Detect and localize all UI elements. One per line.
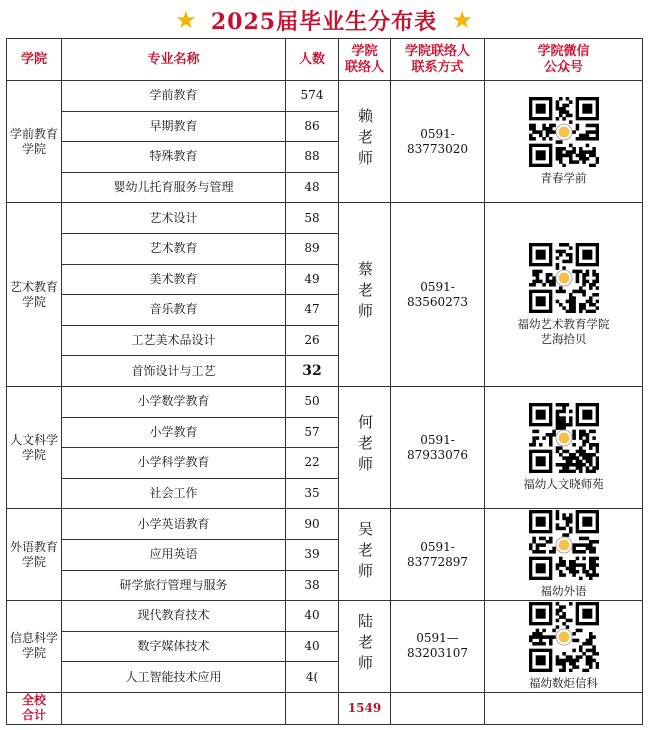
- contact-phone: 0591-83772897: [406, 539, 469, 569]
- major-count: 58: [286, 203, 339, 234]
- contact-person-cell: [339, 601, 391, 693]
- major-name: 研学旅行管理与服务: [62, 570, 286, 601]
- contact-phone: 0591-87933076: [406, 432, 469, 462]
- qr-code-icon[interactable]: [529, 510, 599, 580]
- contact-phone: 0591-83773020: [406, 126, 469, 156]
- header-contact-info: 学院联络人 联系方式: [391, 39, 485, 81]
- wechat-cell: [485, 509, 643, 601]
- header-college: 学院: [7, 39, 62, 81]
- contact-phone-cell: [391, 386, 485, 508]
- contact-phone-cell: [391, 81, 485, 203]
- star-icon: ★: [451, 6, 473, 34]
- contact-phone: 0591—83203107: [406, 631, 469, 661]
- college-name-suffix: 学院: [21, 447, 46, 462]
- major-count: 40: [286, 601, 339, 632]
- major-count: 88: [286, 142, 339, 173]
- major-name: 小学教育: [62, 417, 286, 448]
- college-name: 信息科学: [9, 631, 58, 646]
- total-empty-cell: [485, 692, 643, 724]
- star-icon: ★: [175, 6, 197, 34]
- total-label: 全校 合计: [7, 692, 62, 724]
- page-title: 2025届毕业生分布表: [210, 8, 438, 35]
- major-name: 小学数学教育: [62, 386, 286, 417]
- major-name: 特殊教育: [62, 142, 286, 173]
- contact-phone: 0591-83560273: [406, 279, 469, 309]
- contact-person-cell: [339, 81, 391, 203]
- college-name-suffix: 学院: [21, 294, 46, 309]
- major-count: 39: [286, 539, 339, 570]
- qr-code-icon[interactable]: [529, 243, 599, 313]
- contact-person-cell: [339, 203, 391, 387]
- college-name-suffix: 学院: [21, 646, 46, 661]
- contact-person: 赖老师: [356, 108, 374, 172]
- major-count: 57: [286, 417, 339, 448]
- wechat-cell: [485, 203, 643, 387]
- qr-code-icon[interactable]: [529, 97, 599, 167]
- college-name: 学前教育: [9, 126, 58, 141]
- college-name: 艺术教育: [9, 279, 58, 294]
- major-name: 音乐教育: [62, 295, 286, 326]
- qr-code-icon[interactable]: [529, 403, 599, 473]
- major-name: 社会工作: [62, 478, 286, 509]
- major-name: 美术教育: [62, 264, 286, 295]
- header-major: 专业名称: [62, 39, 286, 81]
- major-name: 学前教育: [62, 81, 286, 112]
- college-name: 外语教育: [9, 539, 58, 554]
- header-wechat: 学院微信 公众号: [485, 39, 643, 81]
- college-name-cell: [7, 386, 62, 508]
- contact-person-cell: [339, 509, 391, 601]
- college-name-cell: [7, 601, 62, 693]
- major-name: 应用英语: [62, 539, 286, 570]
- college-name-suffix: 学院: [21, 554, 46, 569]
- wechat-cell: [485, 81, 643, 203]
- table-row: [7, 81, 643, 112]
- college-name-cell: [7, 203, 62, 387]
- major-count: 90: [286, 509, 339, 540]
- college-name-cell: [7, 81, 62, 203]
- header-contact-person: 学院 联络人: [339, 39, 391, 81]
- major-name: 艺术教育: [62, 233, 286, 264]
- table-row: [7, 601, 643, 632]
- contact-person: 陆老师: [356, 612, 374, 676]
- major-name: 数字媒体技术: [62, 631, 286, 662]
- contact-phone-cell: [391, 509, 485, 601]
- table-row: [7, 509, 643, 540]
- major-count: 86: [286, 111, 339, 142]
- major-name: 人工智能技术应用: [62, 662, 286, 693]
- major-name: 工艺美术品设计: [62, 325, 286, 356]
- major-count: 4(: [286, 662, 339, 693]
- table-row: [7, 203, 643, 234]
- header-count: 人数: [286, 39, 339, 81]
- major-count: 32: [286, 356, 339, 387]
- title-bar: [6, 4, 642, 36]
- major-count: 47: [286, 295, 339, 326]
- major-count: 49: [286, 264, 339, 295]
- major-name: 小学英语教育: [62, 509, 286, 540]
- contact-person-cell: [339, 386, 391, 508]
- contact-person: 蔡老师: [356, 261, 374, 325]
- total-count: 1549: [339, 692, 391, 724]
- contact-phone-cell: [391, 203, 485, 387]
- major-name: 首饰设计与工艺: [62, 356, 286, 387]
- major-name: 早期教育: [62, 111, 286, 142]
- major-count: 35: [286, 478, 339, 509]
- wechat-cell: [485, 386, 643, 508]
- major-count: 26: [286, 325, 339, 356]
- wechat-account-name: 青春学前: [540, 171, 587, 186]
- header-row: [7, 39, 643, 81]
- total-empty-cell: [286, 692, 339, 724]
- major-count: 40: [286, 631, 339, 662]
- wechat-account-name: 福幼数炬信科: [529, 675, 598, 690]
- wechat-cell: [485, 601, 643, 693]
- major-name: 小学科学教育: [62, 448, 286, 479]
- major-count: 50: [286, 386, 339, 417]
- wechat-account-name: 福幼外语: [540, 584, 587, 599]
- total-row: [7, 692, 643, 724]
- table-row: [7, 386, 643, 417]
- major-count: 38: [286, 570, 339, 601]
- college-name-suffix: 学院: [21, 141, 46, 156]
- major-name: 艺术设计: [62, 203, 286, 234]
- contact-person: 何老师: [356, 414, 374, 478]
- qr-code-icon[interactable]: [529, 602, 599, 672]
- major-count: 574: [286, 81, 339, 112]
- graduate-distribution-table: [6, 38, 643, 725]
- major-name: 现代教育技术: [62, 601, 286, 632]
- wechat-account-name: 福幼艺术教育学院: [517, 316, 610, 331]
- major-name: 婴幼儿托育服务与管理: [62, 172, 286, 203]
- wechat-account-subname: 艺海拾贝: [540, 331, 587, 346]
- major-count: 48: [286, 172, 339, 203]
- total-empty-cell: [62, 692, 286, 724]
- college-name-cell: [7, 509, 62, 601]
- contact-person: 吴老师: [356, 521, 374, 585]
- college-name: 人文科学: [9, 432, 58, 447]
- major-count: 89: [286, 233, 339, 264]
- total-empty-cell: [391, 692, 485, 724]
- major-count: 22: [286, 448, 339, 479]
- wechat-account-name: 福幼人文晓师苑: [523, 477, 604, 492]
- contact-phone-cell: [391, 601, 485, 693]
